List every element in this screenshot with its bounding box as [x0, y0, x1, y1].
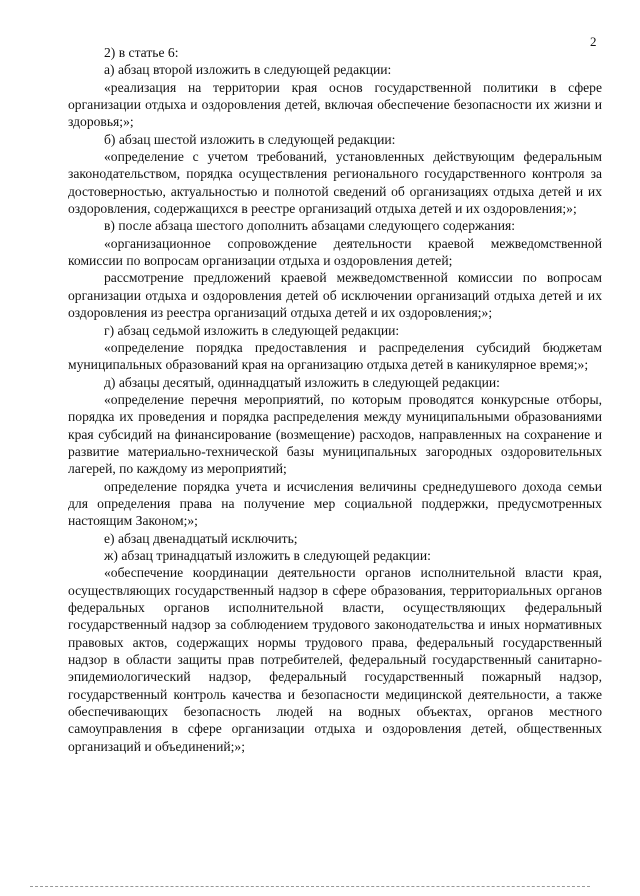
- paragraph-item-v-text-1: «организационное сопровождение деятельности краевой межведомственной комиссии по вопросам организации отдыха и оздоровления детей;: [68, 235, 602, 269]
- paragraph-item-g: г) абзац седьмой изложить в следующей редакции:: [104, 322, 400, 338]
- page-number: 2: [590, 34, 597, 49]
- paragraph-item-d-text-2: определение порядка учета и исчисления величины среднедушевого дохода семьи для определения права на получение мер социальной поддержки, предусмотренных настоящим Законом;»;: [68, 478, 602, 529]
- paragraph-item-d: д) абзацы десятый, одиннадцатый изложить в следующей редакции:: [104, 374, 500, 390]
- paragraph-item-d-text-1: «определение перечня мероприятий, по которым проводятся конкурсные отборы, порядка их проведения и порядка распределения между муниципальными образованиями края субсидий на финансирование (возмещение) расходов, направленных на сохранение и развитие материально-технической базы муниципальных загородных оздоровительных лагерей, по каждому из мероприятий;: [68, 391, 602, 477]
- scan-bottom-edge: [30, 886, 590, 887]
- paragraph-item-e: е) абзац двенадцатый исключить;: [104, 530, 298, 546]
- paragraph-item-v: в) после абзаца шестого дополнить абзацами следующего содержания:: [104, 218, 516, 234]
- paragraph-item-g-text: «определение порядка предоставления и распределения субсидий бюджетам муниципальных образований края на организацию отдыха детей в каникулярное время;»;: [68, 339, 602, 373]
- paragraph-item-a: а) абзац второй изложить в следующей редакции:: [104, 62, 392, 78]
- paragraph-item-b-text: «определение с учетом требований, установленных действующим федеральным законодательством, порядка осуществления регионального государственного контроля за достоверностью, актуальностью и полнотой сведений об организациях отдыха детей и их оздоровления, содержащихся в реестре организаций отдыха детей и их оздоровления;»;: [68, 149, 602, 217]
- paragraph-item-a-text: «реализация на территории края основ государственной политики в сфере организации отдыха и оздоровления детей, включая обеспечение безопасности их жизни и здоровья;»;: [68, 79, 602, 130]
- paragraph-item-b: б) абзац шестой изложить в следующей редакции:: [104, 131, 396, 147]
- document-body: [68, 44, 602, 755]
- paragraph-item-zh-text: «обеспечение координации деятельности органов исполнительной власти края, осуществляющих государственный надзор в сфере образования, территориальных органов федеральных органов исполнительной власти, осуществляющих федеральный государственный надзор за соблюдением трудового законодательства и иных нормативных правовых актов, содержащих нормы трудового права, федеральный государственный надзор в области защиты прав потребителей, федеральный государственный санитарно-эпидемиологический надзор, федеральный государственный пожарный надзор, государственный контроль качества и безопасности медицинской деятельности, а также обеспечивающих безопасность людей на водных объектах, органов местного самоуправления в сфере организации отдыха и оздоровления детей, общественных организаций и объединений;»;: [68, 565, 602, 754]
- paragraph-item-zh: ж) абзац тринадцатый изложить в следующей редакции:: [104, 547, 431, 563]
- paragraph-item-v-text-2: рассмотрение предложений краевой межведомственной комиссии по вопросам организации отдыха и оздоровления детей об исключении организаций отдыха детей и их оздоровления из реестра организаций отдыха детей и их оздоровления;»;: [68, 270, 602, 321]
- paragraph-article-heading: 2) в статье 6:: [104, 45, 179, 60]
